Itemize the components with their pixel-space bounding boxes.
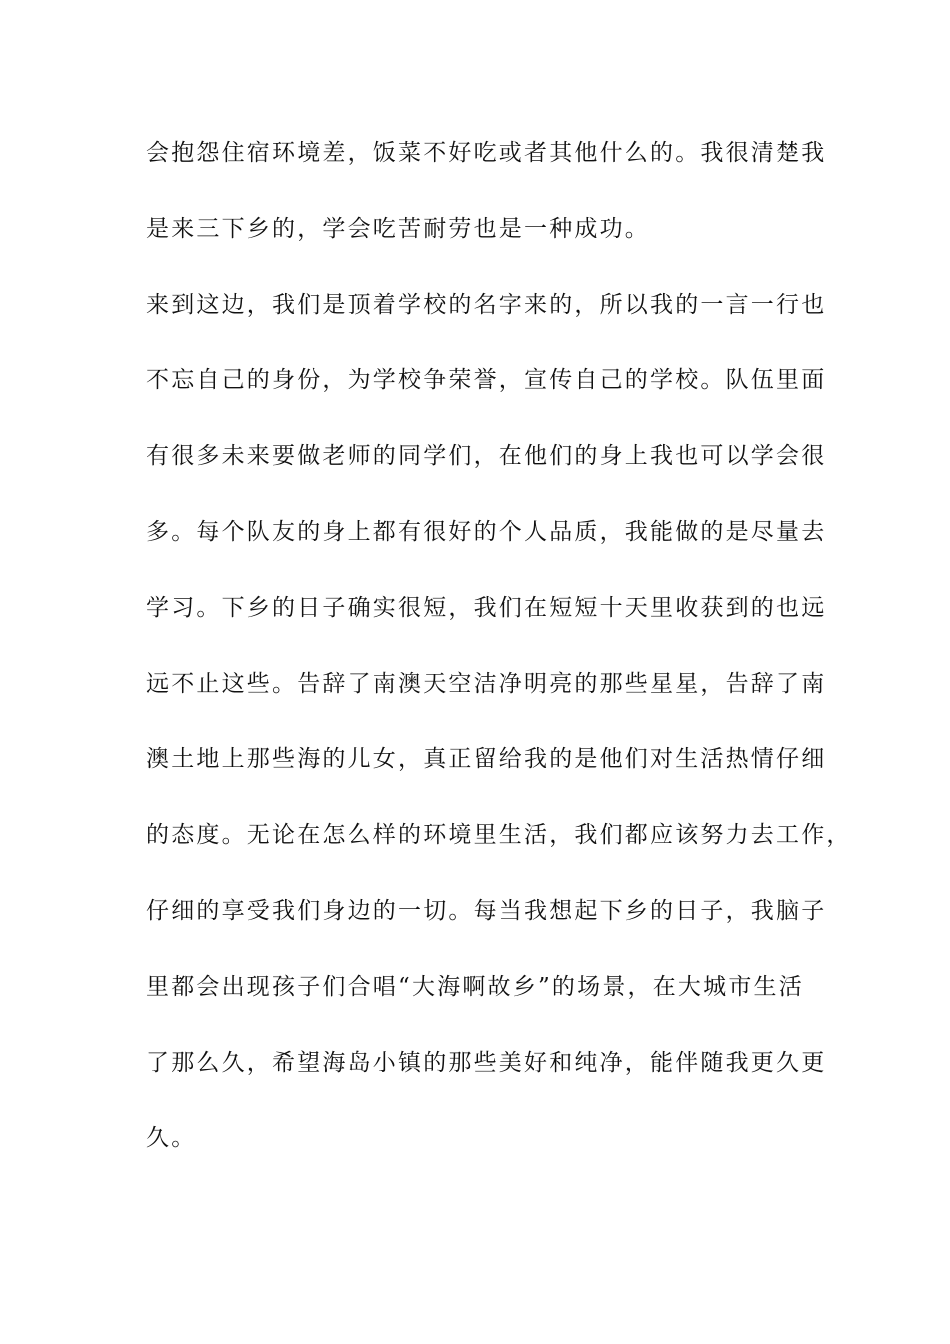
text-line-9: 澳土地上那些海的儿女，真正留给我的是他们对生活热情仔细	[146, 746, 827, 773]
text-line-7: 学习。下乡的日子确实很短，我们在短短十天里收获到的也远	[146, 594, 827, 621]
text-line-14: 久。	[146, 1125, 197, 1152]
text-line-6: 多。每个队友的身上都有很好的个人品质，我能做的是尽量去	[146, 518, 827, 545]
text-line-3: 来到这边，我们是顶着学校的名字来的，所以我的一言一行也	[146, 291, 827, 318]
text-line-5: 有很多未来要做老师的同学们，在他们的身上我也可以学会很	[146, 443, 827, 470]
body-text	[146, 133, 852, 1194]
text-line-10: 的态度。无论在怎么样的环境里生活，我们都应该努力去工作，	[146, 822, 852, 849]
text-line-13: 了那么久，希望海岛小镇的那些美好和纯净，能伴随我更久更	[146, 1049, 827, 1076]
text-line-2: 是来三下乡的，学会吃苦耐劳也是一种成功。	[146, 215, 650, 242]
text-line-12: 里都会出现孩子们合唱“大海啊故乡”的场景，在大城市生活	[146, 973, 804, 1000]
text-line-11: 仔细的享受我们身边的一切。每当我想起下乡的日子，我脑子	[146, 897, 827, 924]
text-line-1: 会抱怨住宿环境差，饭菜不好吃或者其他什么的。我很清楚我	[146, 140, 827, 166]
text-line-4: 不忘自己的身份，为学校争荣誉，宣传自己的学校。队伍里面	[146, 367, 827, 394]
text-line-8: 远不止这些。告辞了南澳天空洁净明亮的那些星星，告辞了南	[146, 670, 827, 697]
